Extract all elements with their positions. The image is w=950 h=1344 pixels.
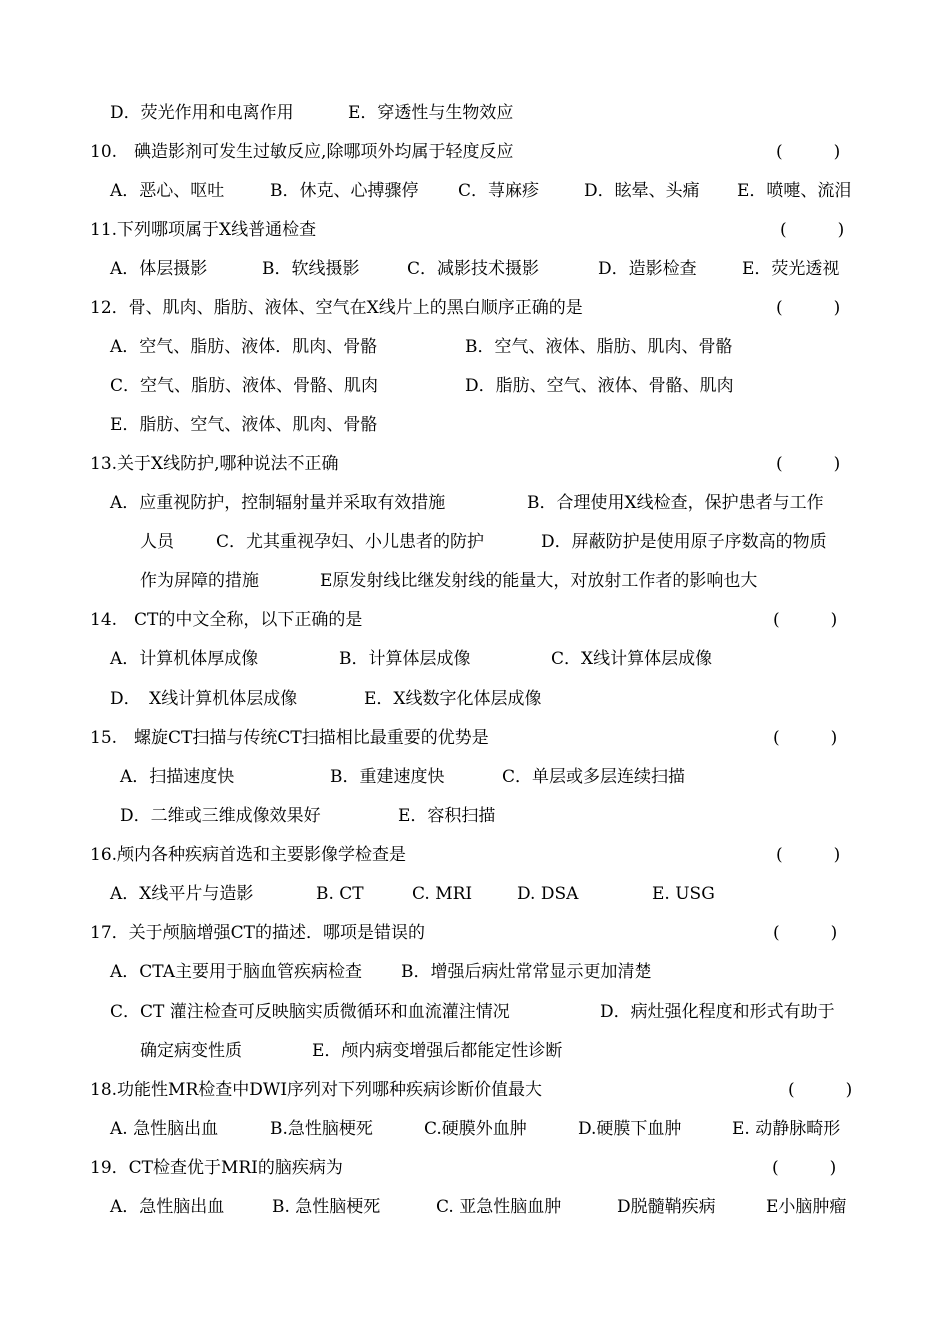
q17-option-d: D．病灶强化程度和形式有助于 [600,1002,835,1022]
q9-options-line [0,98,950,128]
q14-option-e: E．X线数字化体层成像 [364,689,542,709]
q13-stem: 13.关于X线防护,哪种说法不正确 [90,454,339,474]
q10-answer-blank: ( ) [776,142,841,162]
q18-option-e: E. 动静脉畸形 [732,1119,841,1139]
q15-stem: 15. 螺旋CT扫描与传统CT扫描相比最重要的优势是 [90,728,489,748]
q18-option-a: A. 急性脑出血 [110,1119,219,1139]
q15-answer-blank: ( ) [773,728,838,748]
q14-options-line-1 [0,644,950,674]
q13-answer-blank: ( ) [776,454,841,474]
q10-options-line [0,176,950,206]
q15-option-e: E．容积扫描 [398,806,496,826]
q12-stem-line [0,293,950,323]
q11-option-e: E．荧光透视 [742,259,840,279]
q14-option-b: B．计算体层成像 [339,649,471,669]
q14-option-a: A．计算机体厚成像 [110,649,259,669]
q17-stem-line [0,918,950,948]
q11-option-a: A．体层摄影 [110,259,208,279]
q10-option-d: D．眩晕、头痛 [584,181,700,201]
q11-stem-line [0,215,950,245]
q15-option-c: C．单层或多层连续扫描 [502,767,686,787]
q15-options-line-2 [0,801,950,831]
q12-options-line-3 [0,410,950,440]
q13-option-e: E原发射线比继发射线的能量大，对放射工作者的影响也大 [320,571,758,591]
q19-option-b: B. 急性脑梗死 [272,1197,381,1217]
q19-stem-line [0,1153,950,1183]
q18-answer-blank: ( ) [788,1080,853,1100]
q10-stem: 10. 碘造影剂可发生过敏反应,除哪项外均属于轻度反应 [90,142,514,162]
q17-stem: 17．关于颅脑增强CT的描述．哪项是错误的 [90,923,425,943]
q19-options-line [0,1192,950,1222]
q17-answer-blank: ( ) [773,923,838,943]
q19-option-a: A．急性脑出血 [110,1197,225,1217]
q16-stem: 16.颅内各种疾病首选和主要影像学检查是 [90,845,407,865]
q19-stem: 19．CT检查优于MRI的脑疾病为 [90,1158,343,1178]
q17-option-d-cont: 确定病变性质 [140,1041,242,1061]
q13-options-line-1 [0,488,950,518]
q17-option-c: C．CT 灌注检查可反映脑实质微循环和血流灌注情况 [110,1002,510,1022]
q15-option-a: A．扫描速度快 [120,767,235,787]
q13-option-d: D．屏蔽防护是使用原子序数高的物质 [541,532,827,552]
q14-answer-blank: ( ) [773,610,838,630]
q14-option-c: C．X线计算体层成像 [551,649,713,669]
q16-option-e: E. USG [652,884,715,904]
q13-option-b: B．合理使用X线检查，保护患者与工作 [527,493,824,513]
q17-option-a: A．CTA主要用于脑血管疾病检查 [110,962,362,982]
q15-options-line-1 [0,762,950,792]
q16-option-b: B. CT [316,884,364,904]
q11-option-d: D．造影检查 [598,259,697,279]
q13-option-b-cont: 人员 [140,532,174,552]
q18-stem: 18.功能性MR检查中DWI序列对下列哪种疾病诊断价值最大 [90,1080,543,1100]
q10-option-b: B．休克、心搏骤停 [270,181,419,201]
q10-option-e: E．喷嚏、流泪 [737,181,852,201]
q12-option-e: E．脂肪、空气、液体、肌肉、骨骼 [110,415,378,435]
q12-answer-blank: ( ) [776,298,841,318]
q12-option-c: C．空气、脂肪、液体、骨骼、肌肉 [110,376,379,396]
q9-option-e: E．穿透性与生物效应 [348,103,514,123]
q15-option-b: B．重建速度快 [330,767,445,787]
q12-option-b: B．空气、液体、脂肪、肌肉、骨骼 [465,337,733,357]
q11-stem: 11.下列哪项属于X线普通检查 [90,220,317,240]
q17-options-line-3 [0,1036,950,1066]
q16-option-a: A．X线平片与造影 [110,884,254,904]
q14-option-d: D． X线计算机体层成像 [110,689,298,709]
q18-options-line [0,1114,950,1144]
q13-options-line-2 [0,527,950,557]
q18-option-d: D.硬膜下血肿 [578,1119,682,1139]
q11-options-line [0,254,950,284]
q17-options-line-1 [0,957,950,987]
q12-options-line-1 [0,332,950,362]
q12-option-a: A．空气、脂肪、液体．肌肉、骨骼 [110,337,378,357]
q16-stem-line [0,840,950,870]
q12-options-line-2 [0,371,950,401]
q11-answer-blank: ( ) [780,220,845,240]
q18-option-c: C.硬膜外血肿 [424,1119,527,1139]
q16-options-line [0,879,950,909]
q12-stem: 12．骨、肌肉、脂肪、液体、空气在X线片上的黑白顺序正确的是 [90,298,583,318]
q9-option-d: D．荧光作用和电离作用 [110,103,294,123]
q18-stem-line [0,1075,950,1105]
q16-answer-blank: ( ) [776,845,841,865]
q14-stem: 14. CT的中文全称，以下正确的是 [90,610,363,630]
q13-option-a: A．应重视防护，控制辐射量并采取有效措施 [110,493,446,513]
q17-option-b: B．增强后病灶常常显示更加清楚 [401,962,652,982]
q19-option-e: E小脑肿瘤 [766,1197,847,1217]
q19-option-d: D脱髓鞘疾病 [617,1197,716,1217]
q10-option-a: A．恶心、呕吐 [110,181,225,201]
q16-option-d: D. DSA [517,884,579,904]
q16-option-c: C. MRI [412,884,473,904]
q19-answer-blank: ( ) [772,1158,837,1178]
q17-option-e: E．颅内病变增强后都能定性诊断 [312,1041,563,1061]
q14-options-line-2 [0,684,950,714]
q15-stem-line [0,723,950,753]
q13-option-c: C．尤其重视孕妇、小儿患者的防护 [216,532,485,552]
q18-option-b: B.急性脑梗死 [270,1119,373,1139]
q19-option-c: C. 亚急性脑血肿 [436,1197,562,1217]
q13-stem-line [0,449,950,479]
q12-option-d: D．脂肪、空气、液体、骨骼、肌肉 [465,376,734,396]
q17-options-line-2 [0,997,950,1027]
q11-option-c: C．减影技术摄影 [407,259,540,279]
q14-stem-line [0,605,950,635]
q11-option-b: B．软线摄影 [262,259,360,279]
q13-option-d-cont: 作为屏障的措施 [140,571,259,591]
q10-stem-line [0,137,950,167]
q15-option-d: D．二维或三维成像效果好 [120,806,321,826]
q13-options-line-3 [0,566,950,596]
q10-option-c: C．荨麻疹 [458,181,540,201]
